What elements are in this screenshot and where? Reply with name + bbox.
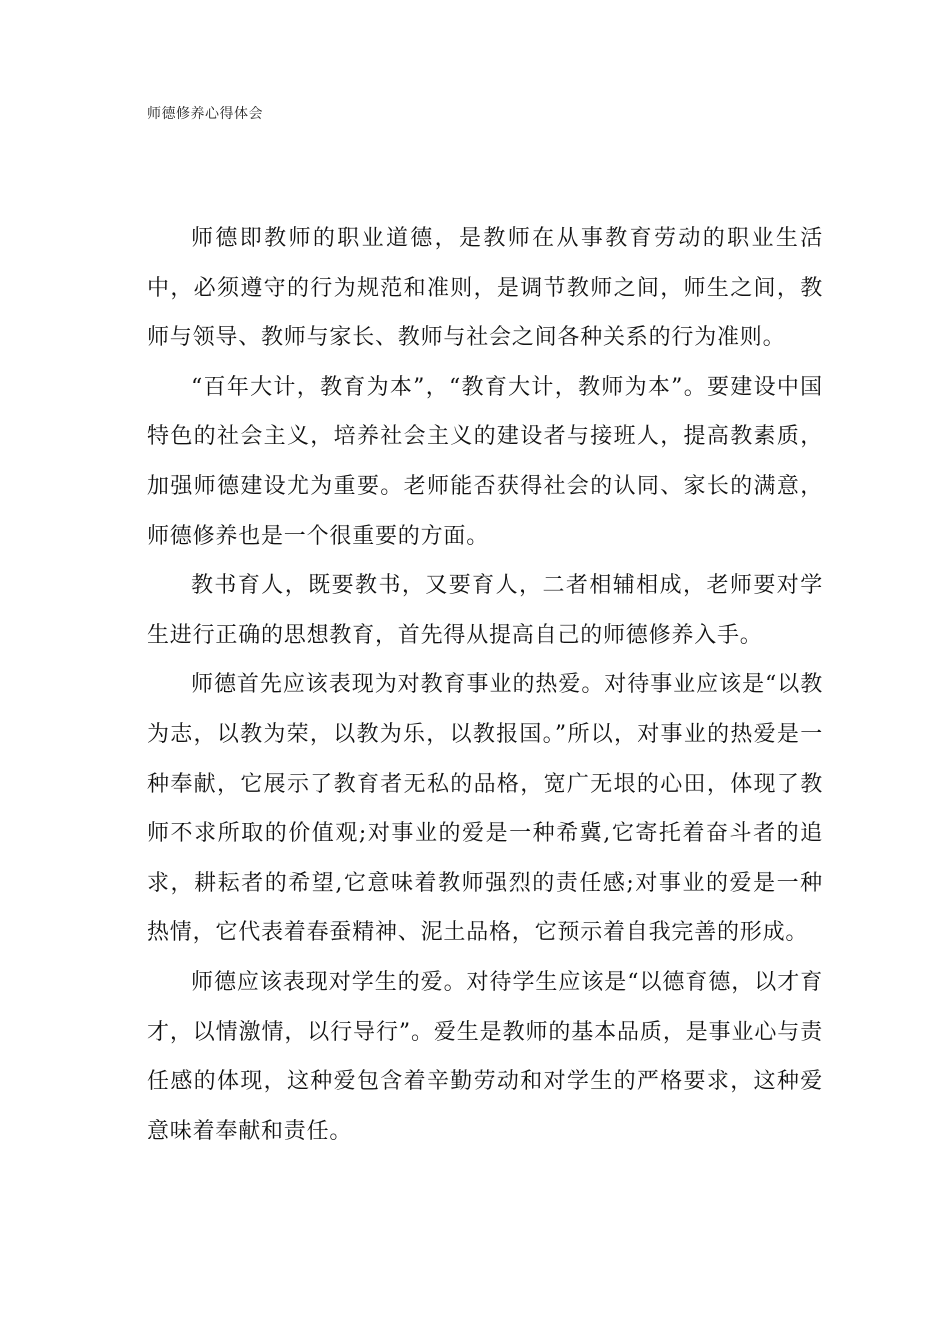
document-title: 师德修养心得体会 [147,106,263,122]
paragraph-4: 师德首先应该表现为对教育事业的热爱。对待事业应该是“以教为志，以教为荣，以教为乐，以教报国。”所以，对事业的热爱是一种奉献，它展示了教育者无私的品格，宽广无垠的心田，体现了教师不求所取的价值观;对事业的爱是一种希冀,它寄托着奋斗者的追求，耕耘者的希望,它意味着教师强烈的责任感;对事业的爱是一种热情，它代表着春蚕精神、泥土品格，它预示着自我完善的形成。 [147,672,823,946]
paragraph-5: 师德应该表现对学生的爱。对待学生应该是“以德育德，以才育才，以情激情，以行导行”。爱生是教师的基本品质，是事业心与责任感的体现，这种爱包含着辛勤劳动和对学生的严格要求，这种爱意味着奉献和责任。 [147,969,823,1144]
paragraph-3: 教书育人，既要教书，又要育人，二者相辅相成，老师要对学生进行正确的思想教育，首先得从提高自己的师德修养入手。 [147,573,823,648]
paragraph-2: “百年大计，教育为本”，“教育大计，教师为本”。要建设中国特色的社会主义，培养社会主义的建设者与接班人，提高教素质，加强师德建设尤为重要。老师能否获得社会的认同、家长的满意，师德修养也是一个很重要的方面。 [147,374,823,549]
paragraph-1: 师德即教师的职业道德，是教师在从事教育劳动的职业生活中，必须遵守的行为规范和准则，是调节教师之间，师生之间，教师与领导、教师与家长、教师与社会之间各种关系的行为准则。 [147,226,823,351]
document-body [147,214,823,1156]
